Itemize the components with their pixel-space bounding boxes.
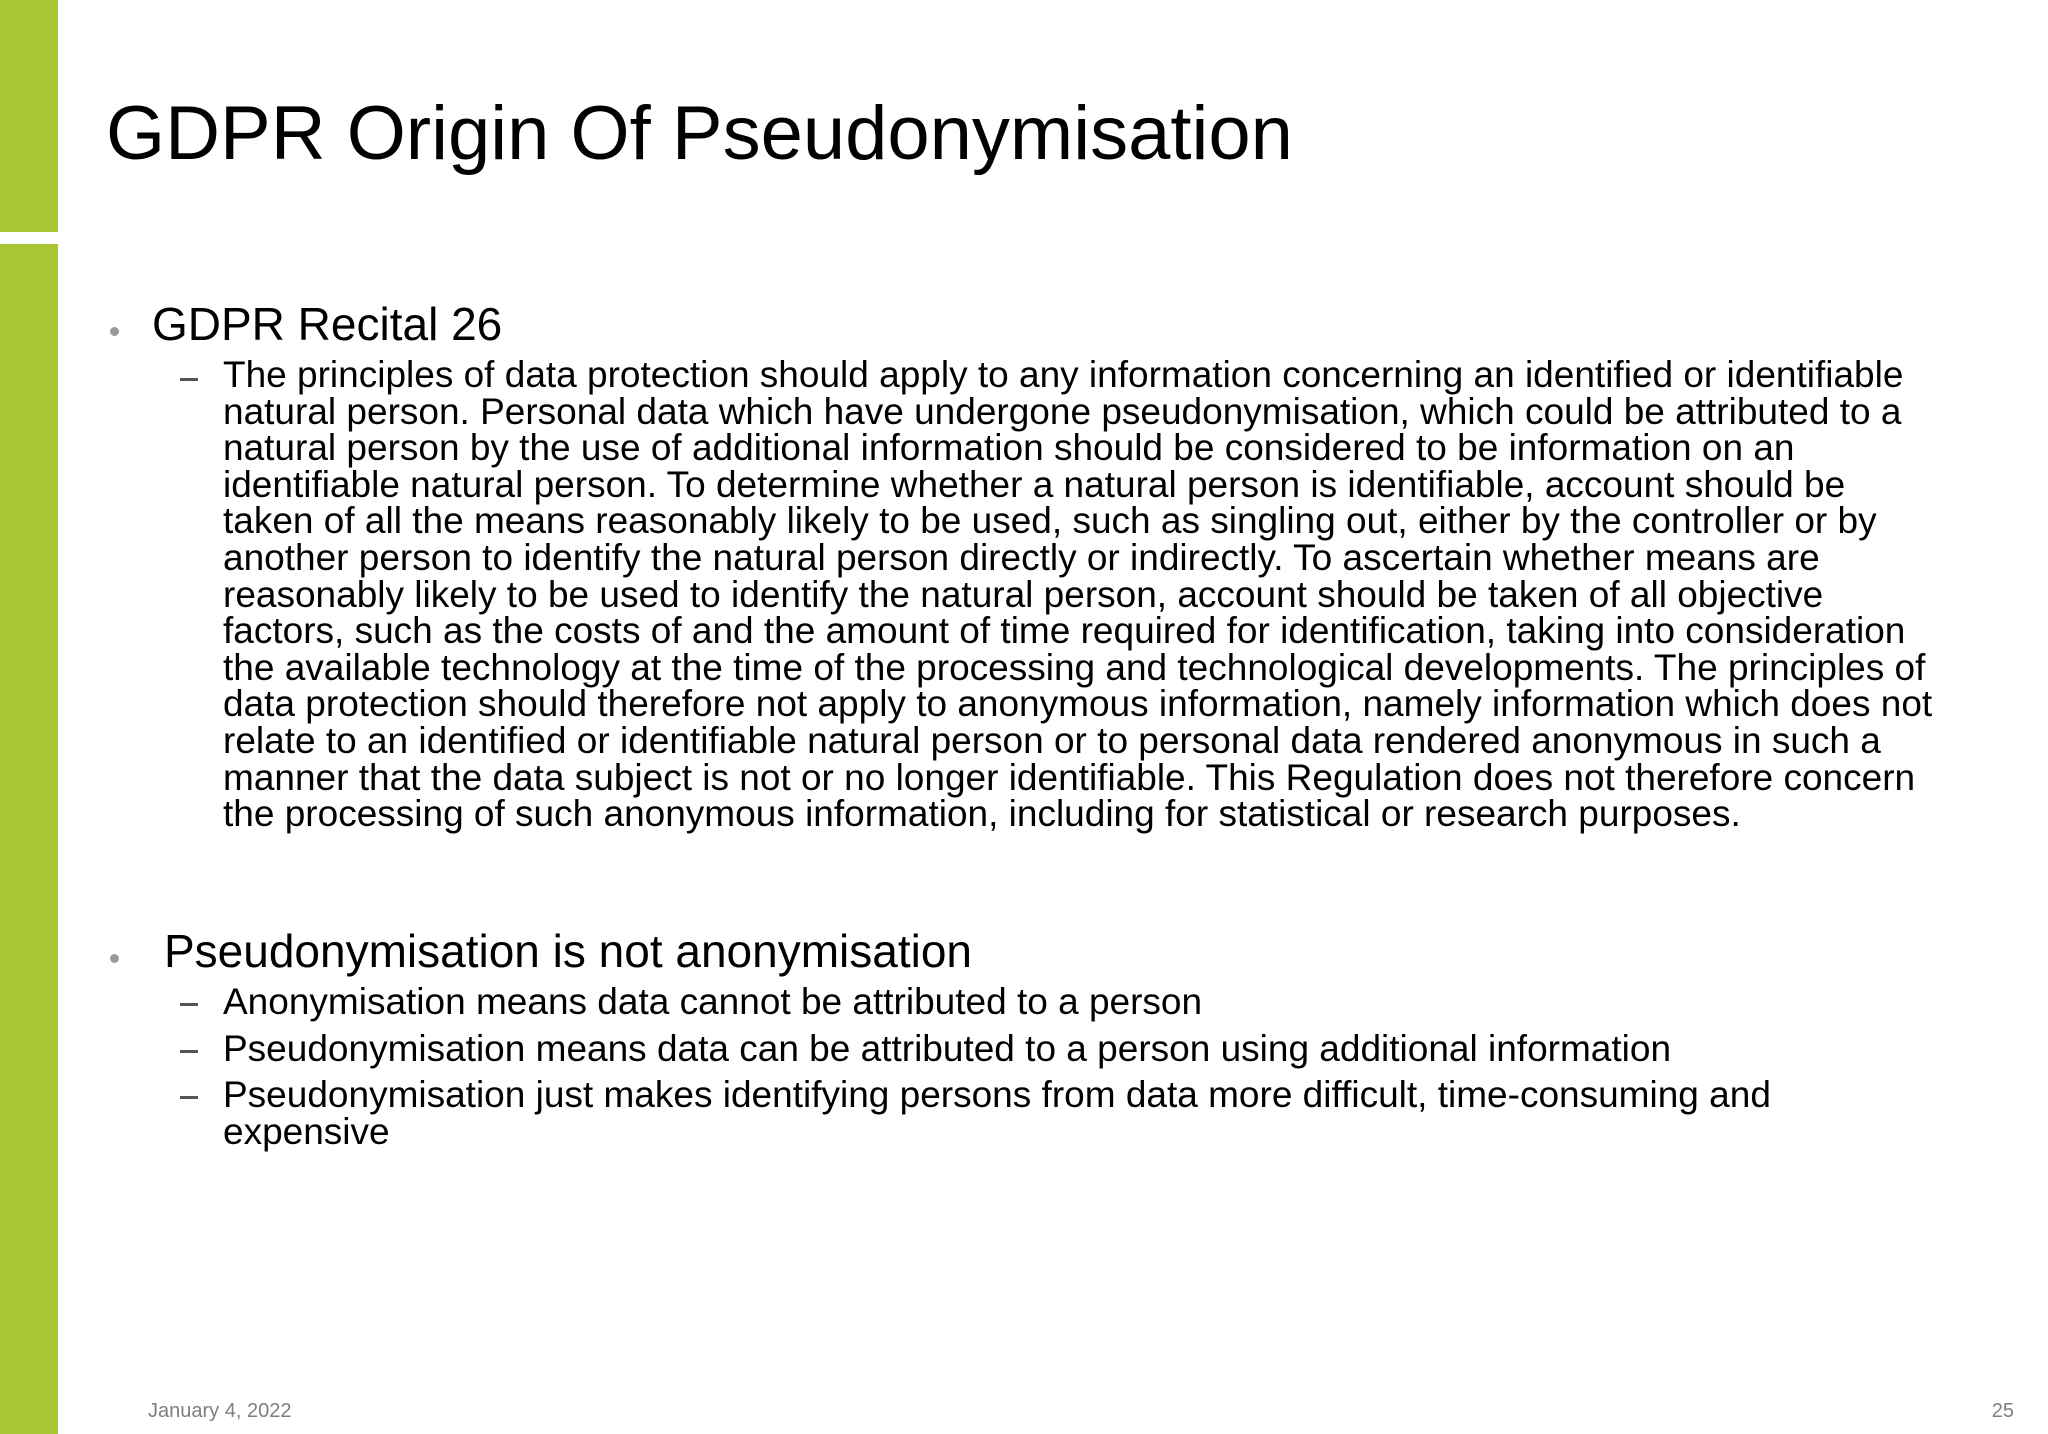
accent-bar-top <box>0 0 58 232</box>
sub-item: Anonymisation means data cannot be attributed to a person <box>223 981 1203 1022</box>
slide-title: GDPR Origin Of Pseudonymisation <box>106 91 1293 176</box>
dash-icon <box>180 378 198 381</box>
accent-bar-bottom <box>0 244 58 1434</box>
dash-icon <box>180 1096 198 1099</box>
bullet-heading: GDPR Recital 26 <box>152 298 503 350</box>
sub-item: Pseudonymisation just makes identifying persons from data more difficult, time-consuming and expensive <box>223 1074 1771 1152</box>
sub-item: Pseudonymisation means data can be attributed to a person using additional information <box>223 1028 1672 1069</box>
recital-text: The principles of data protection should apply to any information concerning an identified or identifiable natural person. Personal data which have undergone pseudonymisation, which could be attributed to a natural person by the use of additional information should be considered to be information on an identifiable natural person. To determine whether a natural person is identifiable, account should be taken of all the means reasonably likely to be used, such as singling out, either by the controller or by another person to identify the natural person directly or indirectly. To ascertain whether means are reasonably likely to be used to identify the natural person, account should be taken of all objective factors, such as the costs of and the amount of time required for identification, taking into consideration the available technology at the time of the processing and technological developments. The principles of data protection should therefore not apply to anonymous information, namely information which does not relate to an identified or identifiable natural person or to personal data rendered anonymous in such a manner that the data subject is not or no longer identifiable. This Regulation does not therefore concern the processing of such anonymous information, including for statistical or research purposes. <box>223 354 1933 835</box>
bullet-dot-icon <box>110 954 119 963</box>
page-number: 25 <box>1991 1400 2014 1422</box>
bullet-heading: Pseudonymisation is not anonymisation <box>164 925 973 977</box>
footer-date: January 4, 2022 <box>148 1400 292 1422</box>
bullet-dot-icon <box>110 327 119 336</box>
dash-icon <box>180 1003 198 1006</box>
dash-icon <box>180 1050 198 1053</box>
